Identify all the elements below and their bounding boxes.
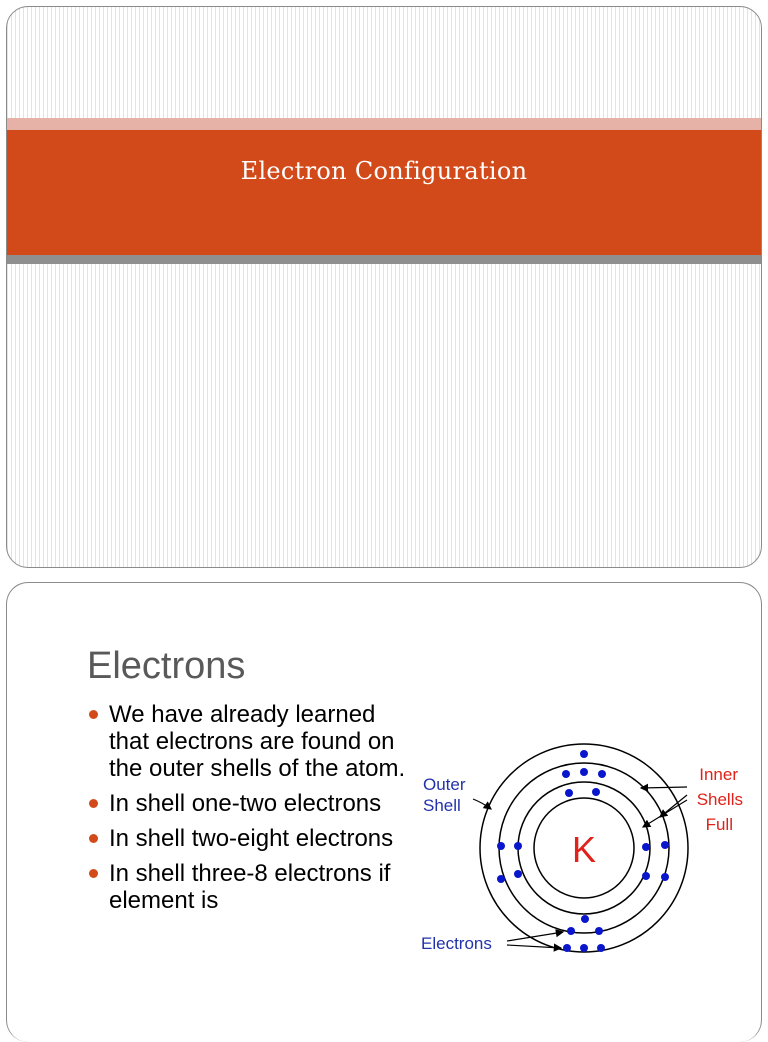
electron [565, 789, 573, 797]
electron [661, 873, 669, 881]
inner-shells-label-line2: Shells [696, 790, 743, 809]
bullet-dot-icon [89, 710, 98, 719]
bullet-dot-icon [89, 869, 98, 878]
electron [642, 872, 650, 880]
slide-heading: Electrons [87, 645, 246, 687]
inner-shells-label-line3: Full [705, 815, 733, 834]
bullet-item [87, 701, 407, 782]
bullet-text: In shell one-two electrons [109, 790, 382, 817]
title-band [7, 130, 761, 255]
electron [497, 875, 505, 883]
content-slide [6, 582, 762, 1042]
electron [514, 870, 522, 878]
electron [598, 770, 606, 778]
electron [661, 841, 669, 849]
bullet-item [87, 860, 407, 914]
atom-diagram [407, 743, 757, 983]
bullet-text: In shell three-8 electrons if element is [109, 860, 391, 914]
bullet-text: We have already learned that electrons are found on the outer shells of the atom. [109, 701, 406, 782]
electron [592, 788, 600, 796]
electron [514, 842, 522, 850]
title-slide [6, 6, 762, 568]
electron [580, 944, 588, 952]
electron [597, 944, 605, 952]
electron [595, 927, 603, 935]
bullet-text: In shell two-eight electrons [109, 825, 394, 852]
bullet-list [87, 701, 407, 922]
nucleus-label: K [571, 829, 597, 870]
bullet-item [87, 825, 407, 852]
outer-shell-label-line1: Outer [423, 775, 466, 794]
electron [581, 915, 589, 923]
electron [567, 927, 575, 935]
bullet-dot-icon [89, 799, 98, 808]
electron [580, 750, 588, 758]
bullet-item [87, 790, 407, 817]
electron [642, 843, 650, 851]
electron [562, 770, 570, 778]
electron [580, 768, 588, 776]
title-band-bottom-stripe [7, 255, 761, 264]
title-band-top-stripe [7, 118, 761, 130]
electron [563, 944, 571, 952]
outer-shell-arrow [473, 799, 491, 809]
slide-title: Electron Configuration [240, 157, 528, 185]
electron [497, 842, 505, 850]
outer-shell-label-line2: Shell [423, 796, 461, 815]
bullet-dot-icon [89, 834, 98, 843]
electrons-label: Electrons [421, 934, 492, 953]
inner-shell-arrow [641, 787, 687, 788]
inner-shells-label-line1: Inner [699, 765, 738, 784]
